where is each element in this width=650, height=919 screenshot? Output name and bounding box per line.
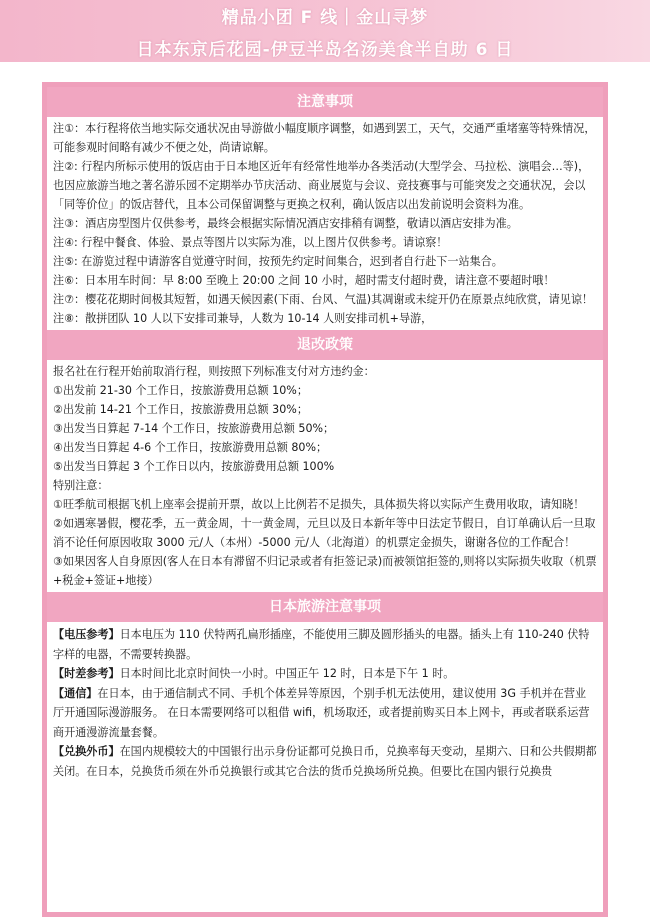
note-item: 注⑥：日本用车时间：早 8:00 至晚上 20:00 之间 10 小时，超时需支付超时费，请注意不要超时哦！ [53,274,555,287]
note-item: 注④: 行程中餐食、体验、景点等图片以实际为准，以上图片仅供参考。请谅察！ [53,236,448,249]
refund-line: ②如遇寒暑假，樱花季，五一黄金周，十一黄金周，元旦以及日本新年等中日法定节假日，自订单确认后一旦取消不论任何原因收取 3000 元/人（本州）-5000 元/人（北海道）的机票定金损失，谢谢各位的工作配合！ [53,517,596,549]
note-item: 注⑧：散拼团队 10 人以下安排司兼导，人数为 10-14 人则安排司机+导游， [53,312,433,325]
travel-item-communication [53,684,597,743]
refund-line: ⑤出发当日算起 3 个工作日以内，按旅游费用总额 100% [53,460,335,473]
refund-line: ③出发当日算起 7-14 个工作日，按旅游费用总额 50%； [53,422,335,435]
note-item: 注③：酒店房型图片仅供参考，最终会根据实际情况酒店安排稍有调整，敬请以酒店安排为准。 [53,217,518,230]
travel-section-body [47,622,603,784]
notes-section-title: 注意事项 [47,87,603,117]
travel-section-title: 日本旅游注意事项 [47,592,603,622]
refund-section-body [47,360,603,592]
refund-section-title: 退改政策 [47,330,603,360]
travel-item-text: 在国内规模较大的中国银行出示身份证都可兑换日币，兑换率每天变动，星期六、日和公共假期都关闭。在日本，兑换货币须在外币兑换银行或其它合法的货币兑换场所兑换。但要比在国内银行兑换贵 [53,745,597,778]
travel-item-voltage [53,625,597,664]
travel-item-label: 【通信】 [53,686,98,700]
travel-item-label: 【时差参考】 [53,667,120,680]
notes-section-body [47,117,603,330]
travel-item-label: 【电压参考】 [53,628,120,641]
travel-item-text: 日本时间比北京时间快一小时。中国正午 12 时，日本是下午 1 时。 [119,667,455,680]
refund-line: ①出发前 21-30 个工作日，按旅游费用总额 10%； [53,384,308,397]
travel-item-text: 在日本，由于通信制式不同、手机个体差异等原因，个别手机无法使用，建议使用 3G 手机并在营业厅开通国际漫游服务。 在日本需要网络可以租借 wifi，机场取还，或者提前购买日本上网卡，再或者联系运营商开通漫游流量套餐。 [53,686,590,739]
note-item: 注⑦：樱花花期时间极其短暂，如遇天候因素(下雨、台风、气温)其凋谢或未绽开仍在原景点纯欣赏，请见谅！ [53,293,594,306]
refund-line: ①旺季航司根据飞机上座率会提前开票，故以上比例若不足损失，具体损失将以实际产生费用收取，请知晓！ [53,498,585,511]
refund-line: 报名社在行程开始前取消行程，则按照下列标准支付对方违约金： [53,365,375,378]
travel-item-timezone [53,664,597,684]
travel-item-text: 日本电压为 110 伏特两孔扁形插座，不能使用三脚及圆形插头的电器。插头上有 110-240 伏特字样的电器，不需要转换器。 [53,628,590,661]
travel-item-label: 【兑换外币】 [53,745,120,758]
travel-item-currency [53,742,597,781]
note-item: 注②: 行程内所标示使用的饭店由于日本地区近年有经常性地举办各类活动(大型学会、马拉松、演唱会…等)，也因应旅游当地之著名游乐园不定期举办节庆活动、商业展览与会议、竞技赛事与可能突发之交通状况，会以「同等价位」的饭店替代，且本公司保留调整与更换之权利，确认饭店以出发前说明会资料为准。 [53,160,590,211]
refund-line: 特别注意： [53,479,109,492]
content-frame [42,82,608,917]
refund-line: ②出发前 14-21 个工作日，按旅游费用总额 30%； [53,403,308,416]
note-item: 注⑤: 在游览过程中请游客自觉遵守时间，按预先约定时间集合，迟到者自行赴下一站集合。 [53,255,503,268]
page-header [0,0,650,62]
header-product-line: 精品小团 F 线｜金山寻梦 [221,8,429,28]
refund-line: ④出发当日算起 4-6 个工作日，按旅游费用总额 80%； [53,441,328,454]
header-tour-title: 日本东京后花园-伊豆半岛名汤美食半自助 6 日 [136,40,514,60]
note-item: 注①：本行程将依当地实际交通状况由导游做小幅度顺序调整，如遇到罢工，天气，交通严重堵塞等特殊情况，可能参观时间略有减少不便之处，尚请谅解。 [53,122,596,154]
refund-line: ③如果因客人自身原因(客人在日本有滞留不归记录或者有拒签记录)而被领馆拒签的,则将以实际损失收取（机票+税金+签证+地接） [53,555,597,587]
